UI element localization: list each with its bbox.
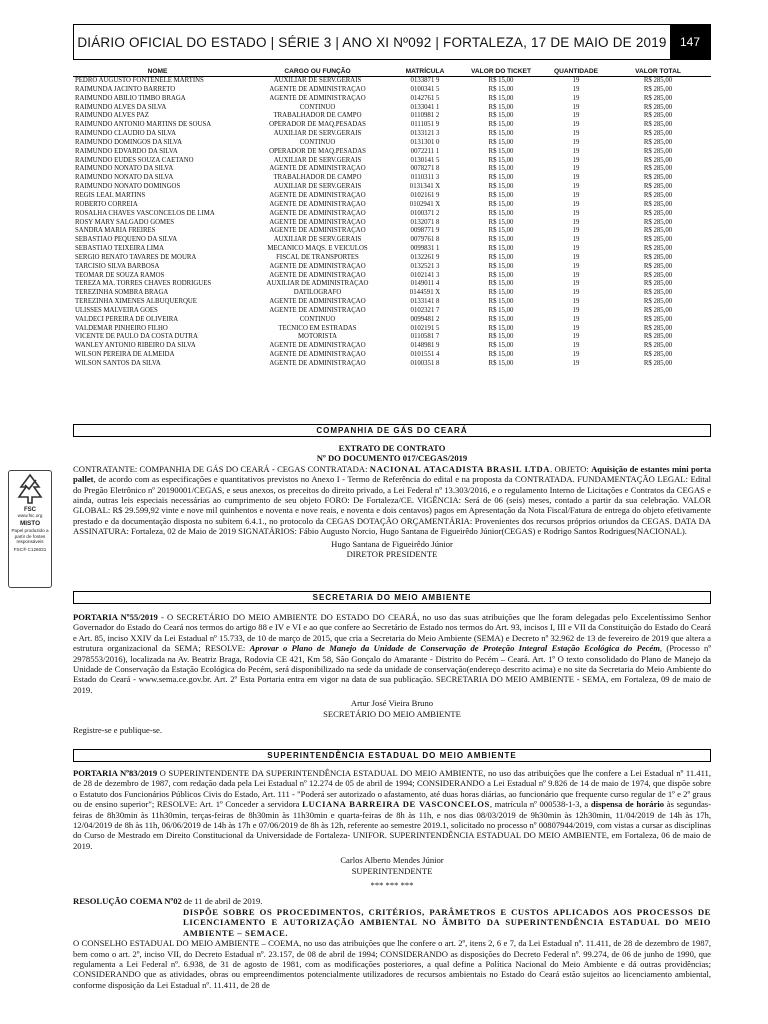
cell-valor-total: R$ 285,00 xyxy=(643,245,673,253)
cell-valor-total: R$ 285,00 xyxy=(643,200,673,208)
cell-nome: RAIMUNDO EDVARDO DA SILVA xyxy=(75,147,178,155)
cell-cargo: TRABALHADOR DE CAMPO xyxy=(273,112,362,120)
cell-nome: RAIMUNDO ANTONIO MARTINS DE SOUSA xyxy=(75,121,212,129)
cell-nome: ROBERTO CORREIA xyxy=(75,200,138,208)
table-row xyxy=(73,236,711,245)
cell-nome: VICENTE DE PAULO DA COSTA DUTRA xyxy=(75,333,198,341)
cell-matricula: 0132261 9 xyxy=(410,253,440,261)
cell-quantidade: 19 xyxy=(572,77,580,84)
cell-cargo: AUXILIAR DE SERV.GERAIS xyxy=(273,77,362,84)
section-bar-semace: SUPERINTENDÊNCIA ESTADUAL DO MEIO AMBIENTE xyxy=(73,749,711,762)
table-row xyxy=(73,333,711,342)
table-row xyxy=(73,183,711,192)
fsc-tree-icon xyxy=(15,473,45,507)
cell-cargo: OPERADOR DE MAQ.PESADAS xyxy=(269,147,366,155)
cell-cargo: FISCAL DE TRANSPORTES xyxy=(276,253,359,261)
semace-signer: Carlos Alberto Mendes Júnior xyxy=(340,855,444,866)
cell-nome: TEREZINHA XIMENES ALBUQUERQUE xyxy=(75,298,197,306)
table-header xyxy=(73,67,711,77)
cell-quantidade: 19 xyxy=(572,253,580,261)
cell-valor-ticket: R$ 15,00 xyxy=(488,85,514,93)
cell-cargo: AGENTE DE ADMINISTRAÇÃO xyxy=(269,85,366,93)
cell-cargo: AGENTE DE ADMINISTRAÇÃO xyxy=(269,191,366,199)
table-row xyxy=(73,307,711,316)
sema-footer: Registre-se e publique-se. xyxy=(73,725,163,736)
table-row xyxy=(73,165,711,174)
ticket-table xyxy=(73,67,711,369)
cell-quantidade: 19 xyxy=(572,94,580,102)
cell-cargo: AGENTE DE ADMINISTRAÇÃO xyxy=(269,94,366,102)
cell-cargo: AGENTE DE ADMINISTRAÇÃO xyxy=(269,298,366,306)
cell-matricula: 0101551 4 xyxy=(410,351,440,359)
cell-valor-ticket: R$ 15,00 xyxy=(488,298,514,306)
table-row xyxy=(73,360,711,369)
cell-valor-total: R$ 285,00 xyxy=(643,156,673,164)
cell-matricula: 0133141 8 xyxy=(410,298,440,306)
cell-valor-total: R$ 285,00 xyxy=(643,360,673,367)
cell-matricula: 0133121 3 xyxy=(410,130,440,138)
page-header xyxy=(73,24,711,60)
cell-matricula: 0131301 0 xyxy=(410,138,440,146)
fsc-logo xyxy=(8,470,52,588)
fsc-brand: FSC xyxy=(24,507,36,513)
cell-quantidade: 19 xyxy=(572,280,580,288)
resolucao-ementa: DISPÕE SOBRE OS PROCEDIMENTOS, CRITÉRIOS, PARÂMETROS E CUSTOS APLICADOS AOS PROCESSOS DE LICENCIAMENTO E AUTORIZAÇÃO AMBIENTAL NO ÂMBITO DA SUPERINTENDÊNCIA ESTADUAL DO MEIO AMBIENTE – SEMACE. xyxy=(183,906,711,938)
col-valor-ticket: VALOR DO TICKET xyxy=(471,68,531,75)
cell-quantidade: 19 xyxy=(572,351,580,359)
cell-quantidade: 19 xyxy=(572,209,580,217)
cell-cargo: TRABALHADOR DE CAMPO xyxy=(273,174,362,182)
section-bar-cegas: COMPANHIA DE GÁS DO CEARÁ xyxy=(73,424,711,437)
cegas-block xyxy=(73,443,711,559)
table-row xyxy=(73,157,711,166)
cell-quantidade: 19 xyxy=(572,112,580,120)
cell-nome: RAIMUNDO NONATO DOMINGOS xyxy=(75,183,181,191)
cell-valor-ticket: R$ 15,00 xyxy=(488,200,514,208)
cell-valor-ticket: R$ 15,00 xyxy=(488,236,514,244)
cell-valor-total: R$ 285,00 xyxy=(643,85,673,93)
cell-quantidade: 19 xyxy=(572,271,580,279)
cell-valor-total: R$ 285,00 xyxy=(643,147,673,155)
cell-matricula: 0148981 9 xyxy=(410,342,440,350)
page-number: 147 xyxy=(670,25,710,59)
cell-valor-ticket: R$ 15,00 xyxy=(488,130,514,138)
cell-cargo: AUXILIAR DE SERV.GERAIS xyxy=(273,130,362,138)
cell-nome: SEBASTIÃO TEIXEIRA LIMA xyxy=(75,245,164,253)
cell-valor-total: R$ 285,00 xyxy=(643,121,673,129)
cell-valor-ticket: R$ 15,00 xyxy=(488,121,514,129)
fsc-url: www.fsc.org xyxy=(17,513,43,519)
cell-quantidade: 19 xyxy=(572,298,580,306)
sema-role: SECRETÁRIO DO MEIO AMBIENTE xyxy=(323,708,461,719)
cell-valor-total: R$ 285,00 xyxy=(643,236,673,244)
cell-matricula: 0099481 2 xyxy=(410,315,440,323)
cell-valor-ticket: R$ 15,00 xyxy=(488,253,514,261)
cell-cargo: MOTORISTA xyxy=(298,333,337,341)
table-row xyxy=(73,104,711,113)
section-bar-sema: SECRETARIA DO MEIO AMBIENTE xyxy=(73,591,711,604)
cell-cargo: CONTINUO xyxy=(299,138,336,146)
cell-nome: TARCISIO SILVA BARBOSA xyxy=(75,262,160,270)
cell-quantidade: 19 xyxy=(572,227,580,235)
col-quantidade: QUANTIDADE xyxy=(554,68,598,75)
cell-valor-total: R$ 285,00 xyxy=(643,280,673,288)
cell-valor-ticket: R$ 15,00 xyxy=(488,174,514,182)
cell-nome: ROSALHA CHAVES VASCONCELOS DE LIMA xyxy=(75,209,215,217)
cell-valor-total: R$ 285,00 xyxy=(643,218,673,226)
cell-valor-ticket: R$ 15,00 xyxy=(488,191,514,199)
cell-valor-total: R$ 285,00 xyxy=(643,253,673,261)
cell-valor-total: R$ 285,00 xyxy=(643,333,673,341)
cell-valor-total: R$ 285,00 xyxy=(643,165,673,173)
cell-nome: RAIMUNDO EUDES SOUZA CAETANO xyxy=(75,156,194,164)
fsc-code: FSC® C126031 xyxy=(13,547,47,553)
cegas-signer: Hugo Santana de Figueirêdo Júnior xyxy=(331,538,453,549)
table-row xyxy=(73,148,711,157)
cell-valor-total: R$ 285,00 xyxy=(643,289,673,297)
cell-valor-total: R$ 285,00 xyxy=(643,315,673,323)
col-cargo: CARGO OU FUNÇÃO xyxy=(284,68,351,75)
cell-matricula: 0110581 7 xyxy=(410,333,440,341)
cell-nome: ROSY MARY SALGADO GOMES xyxy=(75,218,175,226)
table-row xyxy=(73,351,711,360)
table-row xyxy=(73,192,711,201)
cell-valor-total: R$ 285,00 xyxy=(643,94,673,102)
cell-valor-total: R$ 285,00 xyxy=(643,209,673,217)
cell-matricula: 0100371 2 xyxy=(410,209,440,217)
cegas-title-2: Nº DO DOCUMENTO 017/CEGAS/2019 xyxy=(316,453,468,464)
cell-valor-total: R$ 285,00 xyxy=(643,112,673,120)
cell-quantidade: 19 xyxy=(572,289,580,297)
cell-matricula: 0102161 9 xyxy=(410,191,440,199)
cell-quantidade: 19 xyxy=(572,315,580,323)
cell-cargo: DATILOGRAFO xyxy=(293,289,342,297)
cell-valor-total: R$ 285,00 xyxy=(643,130,673,138)
semace-role: SUPERINTENDENTE xyxy=(351,865,433,876)
cell-matricula: 0133871 9 xyxy=(410,77,440,84)
cell-cargo: AGENTE DE ADMINISTRAÇÃO xyxy=(269,351,366,359)
cell-valor-total: R$ 285,00 xyxy=(643,306,673,314)
cell-valor-ticket: R$ 15,00 xyxy=(488,138,514,146)
table-row xyxy=(73,95,711,104)
sema-signer: Artur José Vieira Bruno xyxy=(350,698,434,709)
cell-valor-ticket: R$ 15,00 xyxy=(488,103,514,111)
cell-matricula: 0132521 3 xyxy=(410,262,440,270)
cell-matricula: 0100341 5 xyxy=(410,85,440,93)
cell-valor-total: R$ 285,00 xyxy=(643,351,673,359)
cell-matricula: 0078271 8 xyxy=(410,165,440,173)
cell-cargo: AUXILIAR DE SERV.GERAIS xyxy=(273,236,362,244)
cell-quantidade: 19 xyxy=(572,360,580,367)
cell-cargo: AGENTE DE ADMINISTRAÇÃO xyxy=(269,262,366,270)
cell-valor-ticket: R$ 15,00 xyxy=(488,333,514,341)
cell-matricula: 0099831 1 xyxy=(410,245,440,253)
cell-quantidade: 19 xyxy=(572,147,580,155)
cell-matricula: 0100351 8 xyxy=(410,360,440,367)
col-matricula: MATRÍCULA xyxy=(405,68,445,75)
cell-matricula: 0102191 5 xyxy=(410,324,440,332)
col-nome: NOME xyxy=(147,68,168,75)
cell-valor-ticket: R$ 15,00 xyxy=(488,315,514,323)
cell-valor-total: R$ 285,00 xyxy=(643,183,673,191)
cell-quantidade: 19 xyxy=(572,85,580,93)
table-row xyxy=(73,298,711,307)
cell-quantidade: 19 xyxy=(572,130,580,138)
cell-quantidade: 19 xyxy=(572,218,580,226)
table-row xyxy=(73,272,711,281)
cell-valor-ticket: R$ 15,00 xyxy=(488,112,514,120)
table-row xyxy=(73,174,711,183)
cell-nome: TEREZA MA. TORRES CHAVES RODRIGUES xyxy=(75,280,212,288)
cell-quantidade: 19 xyxy=(572,191,580,199)
cell-matricula: 0102321 7 xyxy=(410,306,440,314)
cell-valor-ticket: R$ 15,00 xyxy=(488,227,514,235)
cell-matricula: 0142761 5 xyxy=(410,94,440,102)
cell-matricula: 0131341 X xyxy=(409,183,441,191)
cell-nome: RAIMUNDO ALVES DA SILVA xyxy=(75,103,167,111)
cell-cargo: AGENTE DE ADMINISTRAÇÃO xyxy=(269,360,366,367)
cell-valor-ticket: R$ 15,00 xyxy=(488,342,514,350)
table-row xyxy=(73,227,711,236)
table-row xyxy=(73,139,711,148)
cell-quantidade: 19 xyxy=(572,156,580,164)
cell-cargo: AGENTE DE ADMINISTRAÇÃO xyxy=(269,271,366,279)
table-row xyxy=(73,130,711,139)
separator: *** *** *** xyxy=(370,880,414,891)
table-row xyxy=(73,280,711,289)
table-row xyxy=(73,263,711,272)
cell-valor-ticket: R$ 15,00 xyxy=(488,218,514,226)
cell-valor-ticket: R$ 15,00 xyxy=(488,156,514,164)
cell-matricula: 0110311 3 xyxy=(410,174,440,182)
cell-quantidade: 19 xyxy=(572,342,580,350)
cell-matricula: 0102941 X xyxy=(409,200,441,208)
cell-matricula: 0144591 X xyxy=(409,289,441,297)
table-row xyxy=(73,289,711,298)
cell-valor-total: R$ 285,00 xyxy=(643,174,673,182)
cell-quantidade: 19 xyxy=(572,245,580,253)
cell-valor-ticket: R$ 15,00 xyxy=(488,77,514,84)
cell-valor-total: R$ 285,00 xyxy=(643,271,673,279)
cell-nome: TEOMAR DE SOUZA RAMOS xyxy=(75,271,165,279)
cell-matricula: 0149011 4 xyxy=(410,280,440,288)
cell-valor-ticket: R$ 15,00 xyxy=(488,183,514,191)
table-row xyxy=(73,210,711,219)
cell-nome: RAIMUNDO ALVES PAZ xyxy=(75,112,149,120)
cell-cargo: MECÂNICO MAQS. E VEÍCULOS xyxy=(267,245,368,253)
cell-nome: WILSON PEREIRA DE ALMEIDA xyxy=(75,351,175,359)
cell-valor-total: R$ 285,00 xyxy=(643,138,673,146)
fsc-desc: Papel produzido a partir de fontes responsáveis xyxy=(11,528,49,545)
cell-cargo: AUXILIAR DE ADMINISTRAÇÃO xyxy=(266,280,369,288)
cell-quantidade: 19 xyxy=(572,103,580,111)
header-title: DIÁRIO OFICIAL DO ESTADO | SÉRIE 3 | ANO XI Nº092 | FORTALEZA, 17 DE MAIO DE 2019 xyxy=(77,34,667,50)
cell-valor-ticket: R$ 15,00 xyxy=(488,324,514,332)
cell-nome: WANLEY ANTONIO RIBEIRO DA SILVA xyxy=(75,342,196,350)
cell-cargo: CONTINUO xyxy=(299,103,336,111)
table-row xyxy=(73,342,711,351)
table-body xyxy=(73,77,711,369)
cell-valor-ticket: R$ 15,00 xyxy=(488,94,514,102)
cell-valor-total: R$ 285,00 xyxy=(643,262,673,270)
cell-valor-total: R$ 285,00 xyxy=(643,77,673,84)
cell-quantidade: 19 xyxy=(572,121,580,129)
cell-nome: SANDRA MARIA FREIRES xyxy=(75,227,156,235)
cell-nome: WILSON SANTOS DA SILVA xyxy=(75,360,161,367)
cell-nome: ULISSES MALVEIRA GOES xyxy=(75,306,158,314)
cell-quantidade: 19 xyxy=(572,200,580,208)
cell-matricula: 0072211 1 xyxy=(410,147,440,155)
cell-valor-ticket: R$ 15,00 xyxy=(488,209,514,217)
cell-matricula: 0133041 1 xyxy=(410,103,440,111)
cell-nome: PEDRO AUGUSTO FONTENELE MARTINS xyxy=(75,77,204,84)
cell-matricula: 0098771 9 xyxy=(410,227,440,235)
table-row xyxy=(73,219,711,228)
cell-matricula: 0132071 8 xyxy=(410,218,440,226)
cell-valor-total: R$ 285,00 xyxy=(643,227,673,235)
cell-quantidade: 19 xyxy=(572,306,580,314)
cell-valor-total: R$ 285,00 xyxy=(643,324,673,332)
table-row xyxy=(73,201,711,210)
cell-matricula: 0102141 3 xyxy=(410,271,440,279)
cell-quantidade: 19 xyxy=(572,324,580,332)
cell-quantidade: 19 xyxy=(572,138,580,146)
table-row xyxy=(73,86,711,95)
cell-nome: REGIS LEAL MARTINS xyxy=(75,191,146,199)
cell-nome: SERGIO RENATO TAVARES DE MOURA xyxy=(75,253,197,261)
cell-valor-ticket: R$ 15,00 xyxy=(488,262,514,270)
fsc-label: MISTO xyxy=(19,519,41,527)
table-row xyxy=(73,254,711,263)
cegas-title-1: EXTRATO DE CONTRATO xyxy=(338,443,446,453)
cell-valor-total: R$ 285,00 xyxy=(643,342,673,350)
cell-valor-ticket: R$ 15,00 xyxy=(488,147,514,155)
cell-quantidade: 19 xyxy=(572,236,580,244)
cell-cargo: CONTINUO xyxy=(299,315,336,323)
cell-nome: VALDEMAR PINHEIRO FILHO xyxy=(75,324,168,332)
table-row xyxy=(73,121,711,130)
cell-nome: TEREZINHA SOMBRA BRAGA xyxy=(75,289,169,297)
cell-valor-ticket: R$ 15,00 xyxy=(488,306,514,314)
col-valor-total: VALOR TOTAL xyxy=(635,68,681,75)
cell-cargo: AGENTE DE ADMINISTRAÇÃO xyxy=(269,342,366,350)
cell-cargo: TÉCNICO EM ESTRADAS xyxy=(278,324,357,332)
cell-cargo: AUXILIAR DE SERV.GERAIS xyxy=(273,156,362,164)
cell-quantidade: 19 xyxy=(572,174,580,182)
cell-valor-ticket: R$ 15,00 xyxy=(488,165,514,173)
semace-paragraph: PORTARIA Nº83/2019 O SUPERINTENDENTE DA SUPERINTENDÊNCIA ESTADUAL DO MEIO AMBIENTE, no uso das atribuições que lhe confere a Lei Estadual nº 11.411, de 28 de dezembro de 1987, com redação dada pela Lei Estadual nº 12.274 de 05 de abril de 1994; CONSIDERANDO a Lei Estadual nº 9.826 de 14 de maio de 1974, que dispõe sobre o Estatuto dos Funcionários Públicos Civis do Estado, Art. 111 - "Poderá ser autorizado o afastamento, até duas horas diárias, ao funcionário que frequente curso regular de 1º e 2º graus ou de ensino superior"; RESOLVE: Art. 1º Conceder a servidora LUCIANA BARREIRA DE VASCONCELOS, matrícula nº 000538-1-3, a dispensa de horário às segundas-feiras de 8h30min às 11h30min, terças-feiras de 8h30min às 11h30min e quarta-feiras de 8h às 11h, e nos dias 08/03/2019 de 9h30min às 12h30min, 11/04/2019 de 14h às 17h, 12/04/2019 de 8h às 11h, 06/06/2019 de 14h às 17h e 07/06/2019 de 8h às 12h, referente ao semestre 2019.1, solicitado no processo nº 00807944/2019, com vistas a cursar as disciplinas do Curso de Mestrado em Direito Constitucional da Universidade de Fortaleza- UNIFOR. SUPERINTENDÊNCIA ESTADUAL DO MEIO AMBIENTE, em Fortaleza, 06 de maio de 2019. xyxy=(73,768,712,851)
cell-quantidade: 19 xyxy=(572,333,580,341)
cell-nome: RAIMUNDO NONATO DA SILVA xyxy=(75,165,174,173)
cegas-paragraph: CONTRATANTE: COMPANHIA DE GÁS DO CEARÁ - CEGAS CONTRATADA: NACIONAL ATACADISTA BRASIL LTDA. OBJETO: Aquisição de estantes mini porta pallet, de acordo com as especificações e quantitativos previstos no Anexo I - Termo de Referência do edital e na proposta da CONTRATADA. FUNDAMENTAÇÃO LEGAL: Edital do Pregão Eletrônico nº 20190001/CEGAS, e seus anexos, os preceitos do direito privado, a Lei Federal nº 13.303/2016, e o regulamento Interno de Licitações e Contratos da CEGAS e ainda, outras leis especiais necessárias ao cumprimento de seu objeto FORO: De Fortaleza/CE. VIGÊNCIA: Será de 06 (seis) meses, contado a partir da sua celebração. VALOR GLOBAL: R$ 29.599,92 vinte e nove mil quinhentos e noventa e nove reais, e noventa e dois centavos) pagos em Apresentação da Nota Fiscal/Fatura de entrega do objeto efetivamente prestado e da documentação disposta no subitem 6.4.1., no protocolo da CEGAS DOTAÇÃO ORÇAMENTÁRIA: Provenientes dos recursos próprios oriundos da CEGAS. DATA DA ASSINATURA: Fortaleza, 02 de Maio de 2019 SIGNATÁRIOS: Fábio Augusto Norcio, Hugo Santana de Figueirêdo Júnior(CEGAS) e Rodrigo Santos Rodrigues(NACIONAL). xyxy=(73,463,711,537)
table-row xyxy=(73,112,711,121)
cell-cargo: AGENTE DE ADMINISTRAÇÃO xyxy=(269,306,366,314)
cell-matricula: 0110981 2 xyxy=(410,112,440,120)
cell-quantidade: 19 xyxy=(572,165,580,173)
cell-valor-ticket: R$ 15,00 xyxy=(488,351,514,359)
cell-matricula: 0130141 5 xyxy=(410,156,440,164)
table-row xyxy=(73,325,711,334)
cell-nome: VALDECI PEREIRA DE OLIVEIRA xyxy=(75,315,179,323)
cell-nome: RAIMUNDO ABILIO TIMBO BRAGA xyxy=(75,94,186,102)
sema-block xyxy=(73,612,711,735)
cell-matricula: 0079761 8 xyxy=(410,236,440,244)
table-row xyxy=(73,245,711,254)
cell-nome: RAIMUNDA JACINTO BARRETO xyxy=(75,85,176,93)
cell-valor-ticket: R$ 15,00 xyxy=(488,245,514,253)
cell-valor-ticket: R$ 15,00 xyxy=(488,271,514,279)
cell-valor-ticket: R$ 15,00 xyxy=(488,280,514,288)
cell-valor-ticket: R$ 15,00 xyxy=(488,289,514,297)
cell-matricula: 0111051 9 xyxy=(410,121,440,129)
table-row xyxy=(73,316,711,325)
cell-cargo: AGENTE DE ADMINISTRAÇÃO xyxy=(269,165,366,173)
cell-cargo: OPERADOR DE MAQ.PESADAS xyxy=(269,121,366,129)
cell-cargo: AGENTE DE ADMINISTRAÇÃO xyxy=(269,218,366,226)
cegas-role: DIRETOR PRESIDENTE xyxy=(346,549,438,560)
cell-cargo: AGENTE DE ADMINISTRAÇÃO xyxy=(269,209,366,217)
cell-cargo: AUXILIAR DE SERV.GERAIS xyxy=(273,183,362,191)
semace-block xyxy=(73,768,711,990)
cell-valor-ticket: R$ 15,00 xyxy=(488,360,514,367)
cell-cargo: AGENTE DE ADMINISTRAÇÃO xyxy=(269,200,366,208)
cell-quantidade: 19 xyxy=(572,183,580,191)
sema-paragraph: PORTARIA Nº55/2019 - O SECRETÁRIO DO MEIO AMBIENTE DO ESTADO DO CEARÁ, no uso das suas atribuições que lhe foram delegadas pelo Excelentíssimo Senhor Governador do Estado do Ceará nos termos do artigo 88 e IV e VI e ao que confere ao Secretário de Estado nos termos do Art. 93, incisos I, III e VII da Constituição do Estado do Ceará e Art. 85, inciso XXIV da Lei Estadual nº 15.733, de 10 de março de 2015, que cria a Secretaria do Meio Ambiente (SEMA) e Decreto nº 32.962 de 13 de fevereiro de 2019 que altera a estrutura organizacional da SEMA; RESOLVE: Aprovar o Plano de Manejo da Unidade de Conservação de Proteção Integral Estação Ecológica do Pecém, (Processo nº 2978553/2016), localizada na Av. Beatriz Braga, Rodovia CE 421, Km 58, São Gonçalo do Amarante - Distrito do Pecém – Ceará. Art. 1º O texto consolidado do Plano de Manejo da Unidade de Conservação da Estação Ecológica do Pecém, será disponibilizado na sede da unidade de conservação(endereço descrito acima) e no site da Secretaria do Meio Ambiente do Estado do Ceará - www.sema.ce.gov.br. Art. 2º Esta Portaria entra em vigor na data de sua publicação. SECRETARIA DO MEIO AMBIENTE - SEMA, em Fortaleza, 09 de maio de 2019. xyxy=(73,612,712,695)
cell-valor-total: R$ 285,00 xyxy=(643,191,673,199)
cell-nome: RAIMUNDO CLAUDIO DA SILVA xyxy=(75,130,177,138)
cell-nome: SEBASTIÃO PEQUENO DA SILVA xyxy=(75,236,178,244)
cell-valor-total: R$ 285,00 xyxy=(643,103,673,111)
cell-cargo: AGENTE DE ADMINISTRAÇÃO xyxy=(269,227,366,235)
cell-quantidade: 19 xyxy=(572,262,580,270)
cell-valor-total: R$ 285,00 xyxy=(643,298,673,306)
resolucao-text: O CONSELHO ESTADUAL DO MEIO AMBIENTE – COEMA, no uso das atribuições que lhe confere o art. 2º, itens 2, 6 e 7, da Lei Estadual nº. 11.411, de 28 de dezembro de 1987, bem como o art. 2º, inciso VII, do Decreto Estadual nº. 23.157, de 08 de abril de 1994; CONSIDERANDO as disposições do Decreto Federal nº. 99.274, de 06 de junho de 1990, que regulamenta a Lei Federal nº. 6.938, de 31 de agosto de 1981, com as modificações posteriores, a qual define a Política Nacional do Meio Ambiente e dá outras providências; CONSIDERANDO que as atividades, obras ou empreendimentos potencialmente utilizadores de recursos ambientais no Estado do Ceará estão sujeitos ao licenciamento ambiental, conforme disposição da Lei Estadual nº. 11.411, de 28 de xyxy=(73,938,711,990)
cell-nome: RAIMUNDO DOMINGOS DA SILVA xyxy=(75,138,183,146)
cell-nome: RAIMUNDO NONATO DA SILVA xyxy=(75,174,174,182)
table-row xyxy=(73,77,711,86)
resolucao-line: RESOLUÇÃO COEMA Nº02 de 11 de abril de 2019. xyxy=(73,896,263,907)
